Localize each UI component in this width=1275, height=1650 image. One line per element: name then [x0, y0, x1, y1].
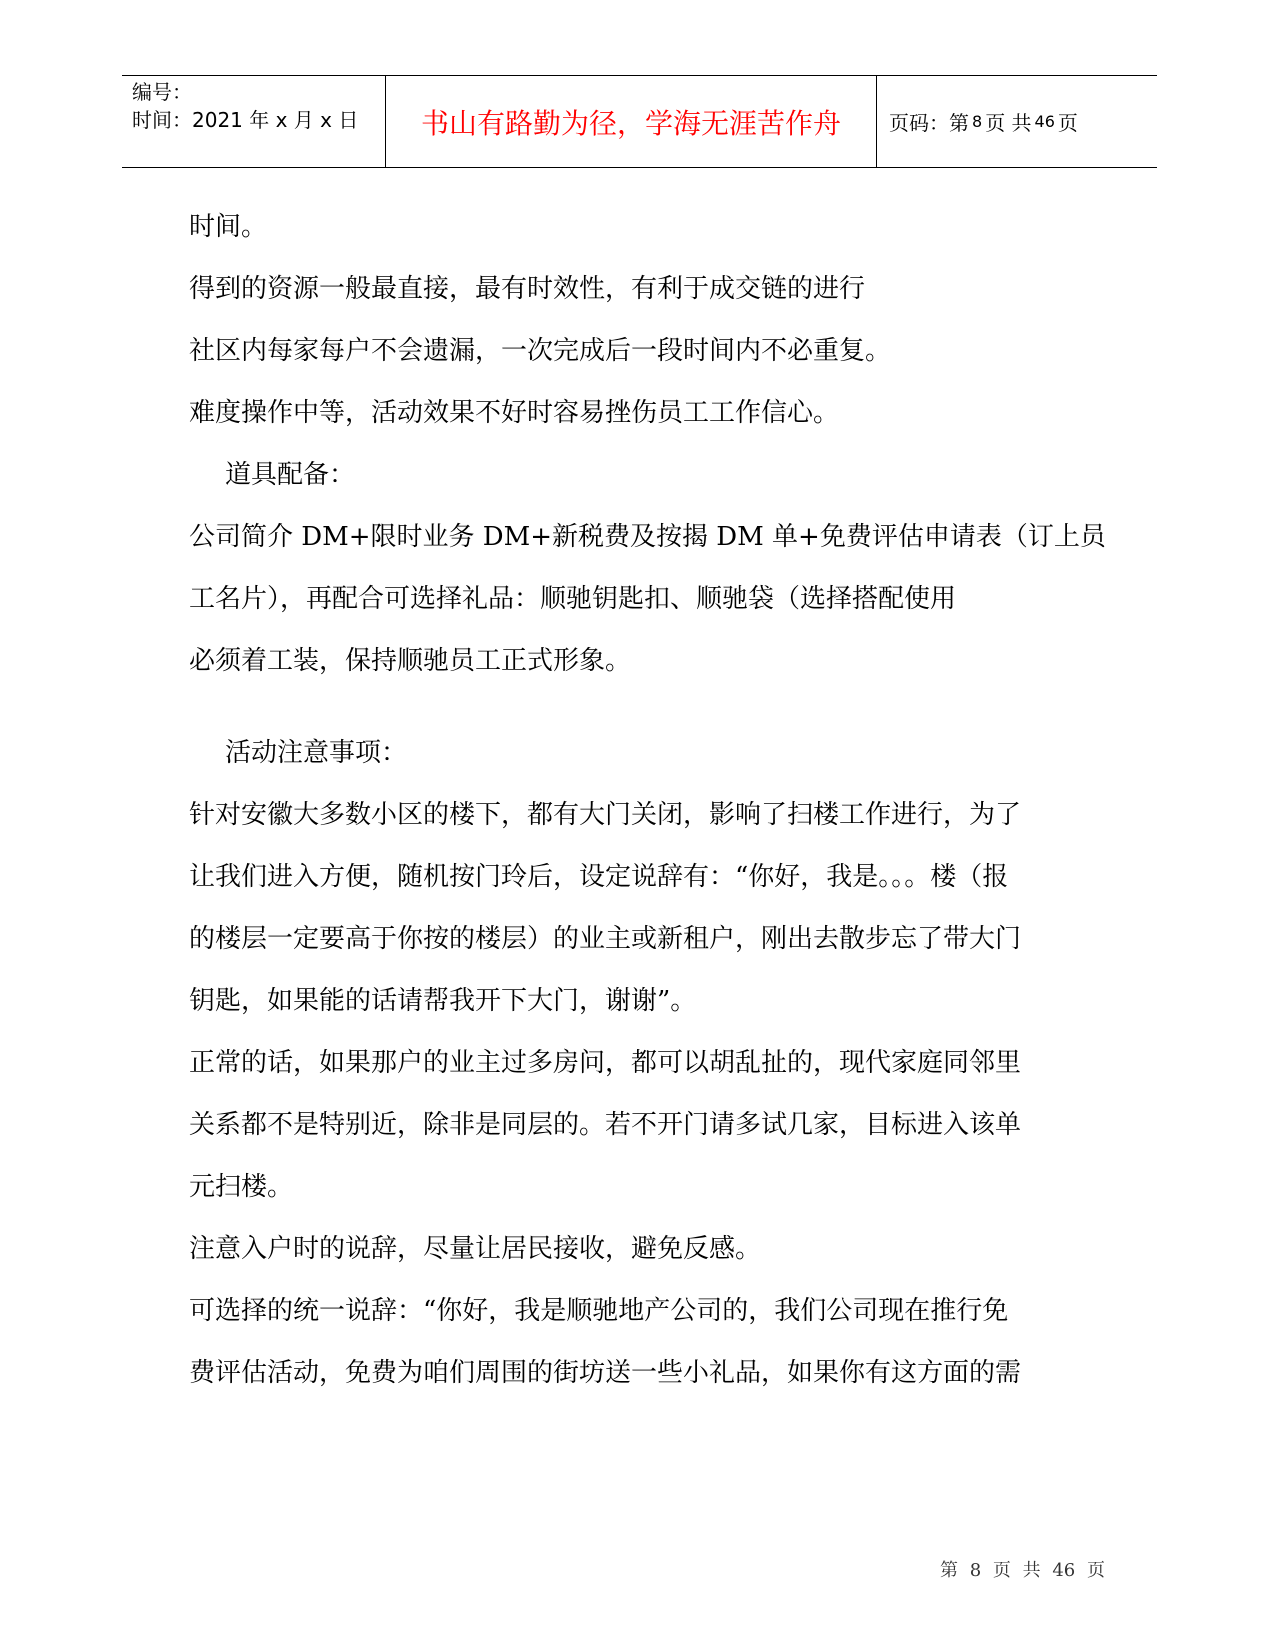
- page-label-suffix: 页: [1057, 111, 1078, 135]
- header-meta-cell: [122, 76, 386, 167]
- header-motto-cell: [386, 76, 877, 167]
- body-line: 针对安徽大多数小区的楼下，都有大门关闭，影响了扫楼工作进行，为了: [189, 800, 1022, 830]
- page-footer: 第 8 页 共 46 页: [940, 1560, 1105, 1581]
- body-line: 让我们进入方便，随机按门玲后，设定说辞有：“你好，我是。。。楼（报: [189, 862, 1009, 892]
- header-motto: 书山有路勤为径，学海无涯苦作舟: [420, 106, 841, 140]
- page-label-prefix: 页码：第: [889, 111, 969, 135]
- header-page-cell: [877, 76, 1157, 167]
- page-total: 46: [1034, 112, 1055, 131]
- body-line: 元扫楼。: [189, 1172, 294, 1202]
- body-line: 社区内每家每户不会遗漏，一次完成后一段时间内不必重复。: [189, 336, 892, 366]
- body-line: 关系都不是特别近，除非是同层的。若不开门请多试几家，目标进入该单: [189, 1110, 1022, 1140]
- section-heading: 道具配备：: [225, 460, 356, 490]
- page-current: 8: [972, 112, 983, 131]
- body-line: 可选择的统一说辞：“你好，我是顺驰地产公司的，我们公司现在推行免: [189, 1296, 1009, 1326]
- body-line: 必须着工装，保持顺驰员工正式形象。: [189, 646, 632, 676]
- page-label-mid: 页 共: [985, 111, 1032, 135]
- body-line: 费评估活动，免费为咱们周围的街坊送一些小礼品，如果你有这方面的需: [189, 1358, 1022, 1388]
- body-line: 得到的资源一般最直接，最有时效性，有利于成交链的进行: [189, 274, 866, 304]
- body-line: 钥匙，如果能的话请帮我开下大门，谢谢”。: [189, 986, 697, 1016]
- section-heading: 活动注意事项：: [225, 738, 408, 768]
- body-line: 时间。: [189, 212, 268, 242]
- serial-number-label: 编号：: [132, 80, 192, 104]
- time-label: 时间：2021 年 x 月 x 日: [132, 108, 359, 132]
- body-line: 工名片），再配合可选择礼品：顺驰钥匙扣、顺驰袋（选择搭配使用: [189, 584, 957, 614]
- body-line: 难度操作中等，活动效果不好时容易挫伤员工工作信心。: [189, 398, 840, 428]
- body-line: 注意入户时的说辞，尽量让居民接收，避免反感。: [189, 1234, 762, 1264]
- body-line: 公司简介 DM+限时业务 DM+新税费及按揭 DM 单+免费评估申请表（订上员: [189, 522, 1106, 552]
- body-line: 正常的话，如果那户的业主过多房问，都可以胡乱扯的，现代家庭同邻里: [189, 1048, 1022, 1078]
- page-header: [122, 75, 1157, 168]
- body-line: 的楼层一定要高于你按的楼层）的业主或新租户，刚出去散步忘了带大门: [189, 924, 1022, 954]
